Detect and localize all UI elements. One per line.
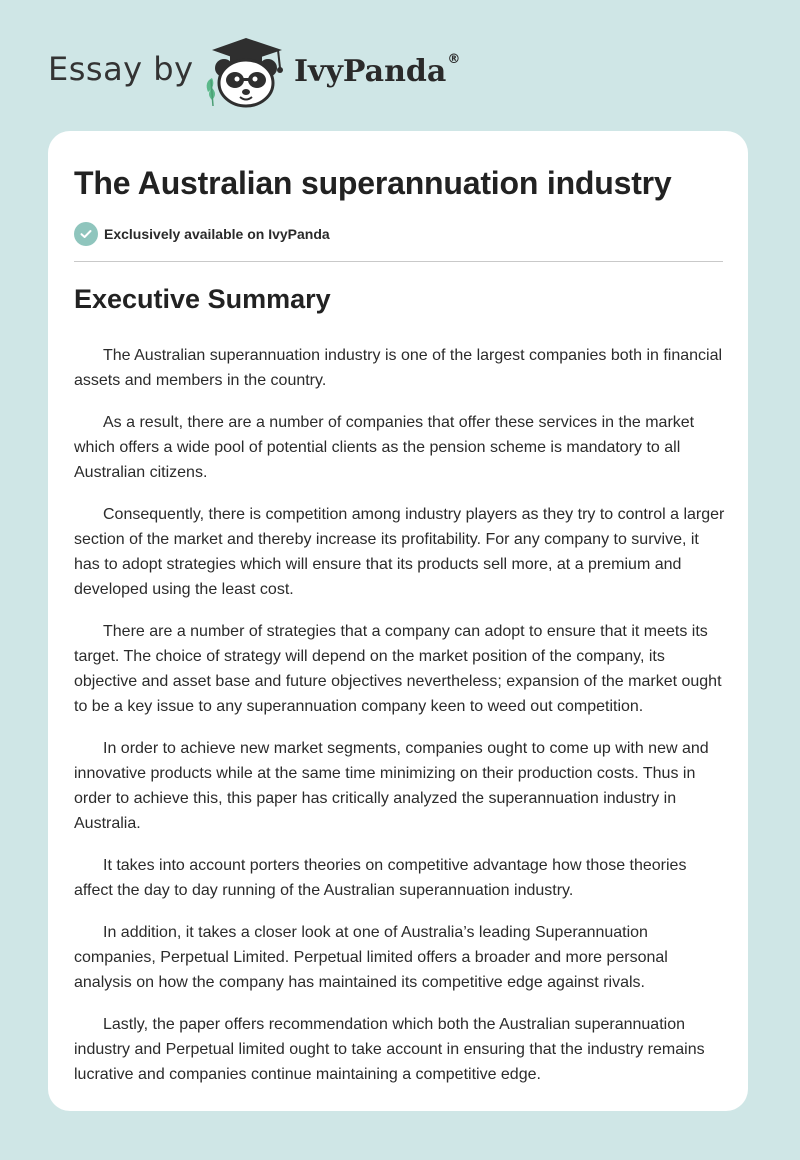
registered-mark: ® [447, 52, 461, 67]
paragraph: As a result, there are a number of companies that offer these services in the market which offers a wide pool of potential clients as the pension scheme is mandatory to all Australian citizens. [74, 414, 695, 481]
section-heading: Executive Summary [74, 284, 331, 314]
badge-text: Exclusively available on IvyPanda [104, 226, 330, 242]
check-circle-icon [74, 222, 98, 246]
paragraph: There are a number of strategies that a company can adopt to ensure that it meets its target. The choice of strategy will depend on the market position of the company, its objective and asset base and future objectives nevertheless; expansion of the market ought to be a key issue to any superannuation company keen to weed out competition. [74, 623, 722, 715]
exclusive-badge [74, 222, 330, 246]
article-title: The Australian superannuation industry [74, 165, 672, 201]
divider [74, 261, 723, 262]
paragraph: It takes into account porters theories on competitive advantage how those theories affect the day to day running of the Australian superannuation industry. [74, 857, 687, 899]
article-card [48, 131, 748, 1111]
paragraph: The Australian superannuation industry is one of the largest companies both in financial assets and members in the country. [74, 347, 723, 389]
paragraph: In order to achieve new market segments, companies ought to come up with new and innovative products while at the same time minimizing on their production costs. Thus in order to achieve this, this paper has critically analyzed the superannuation industry in Australia. [74, 740, 709, 832]
paragraph: In addition, it takes a closer look at one of Australia’s leading Superannuation companies, Perpetual Limited. Perpetual limited offers a broader and more personal analysis on how the company has maintained its competitive edge against rivals. [74, 924, 668, 991]
paragraph: Consequently, there is competition among industry players as they try to control a larger section of the market and thereby increase its profitability. For any company to survive, it has to adopt strategies which will ensure that its products sell more, at a premium and developed using the least cost. [74, 506, 725, 598]
brand-prefix: Essay by [48, 50, 194, 88]
paragraph: Lastly, the paper offers recommendation which both the Australian superannuation industry and Perpetual limited ought to take account in ensuring that the industry remains lucrative and companies continue maintaining a competitive edge. [74, 1016, 705, 1083]
site-header [48, 30, 508, 110]
panda-graduate-icon [202, 34, 290, 110]
article-body [74, 343, 726, 1104]
brand-name: IvyPanda® [294, 52, 461, 89]
